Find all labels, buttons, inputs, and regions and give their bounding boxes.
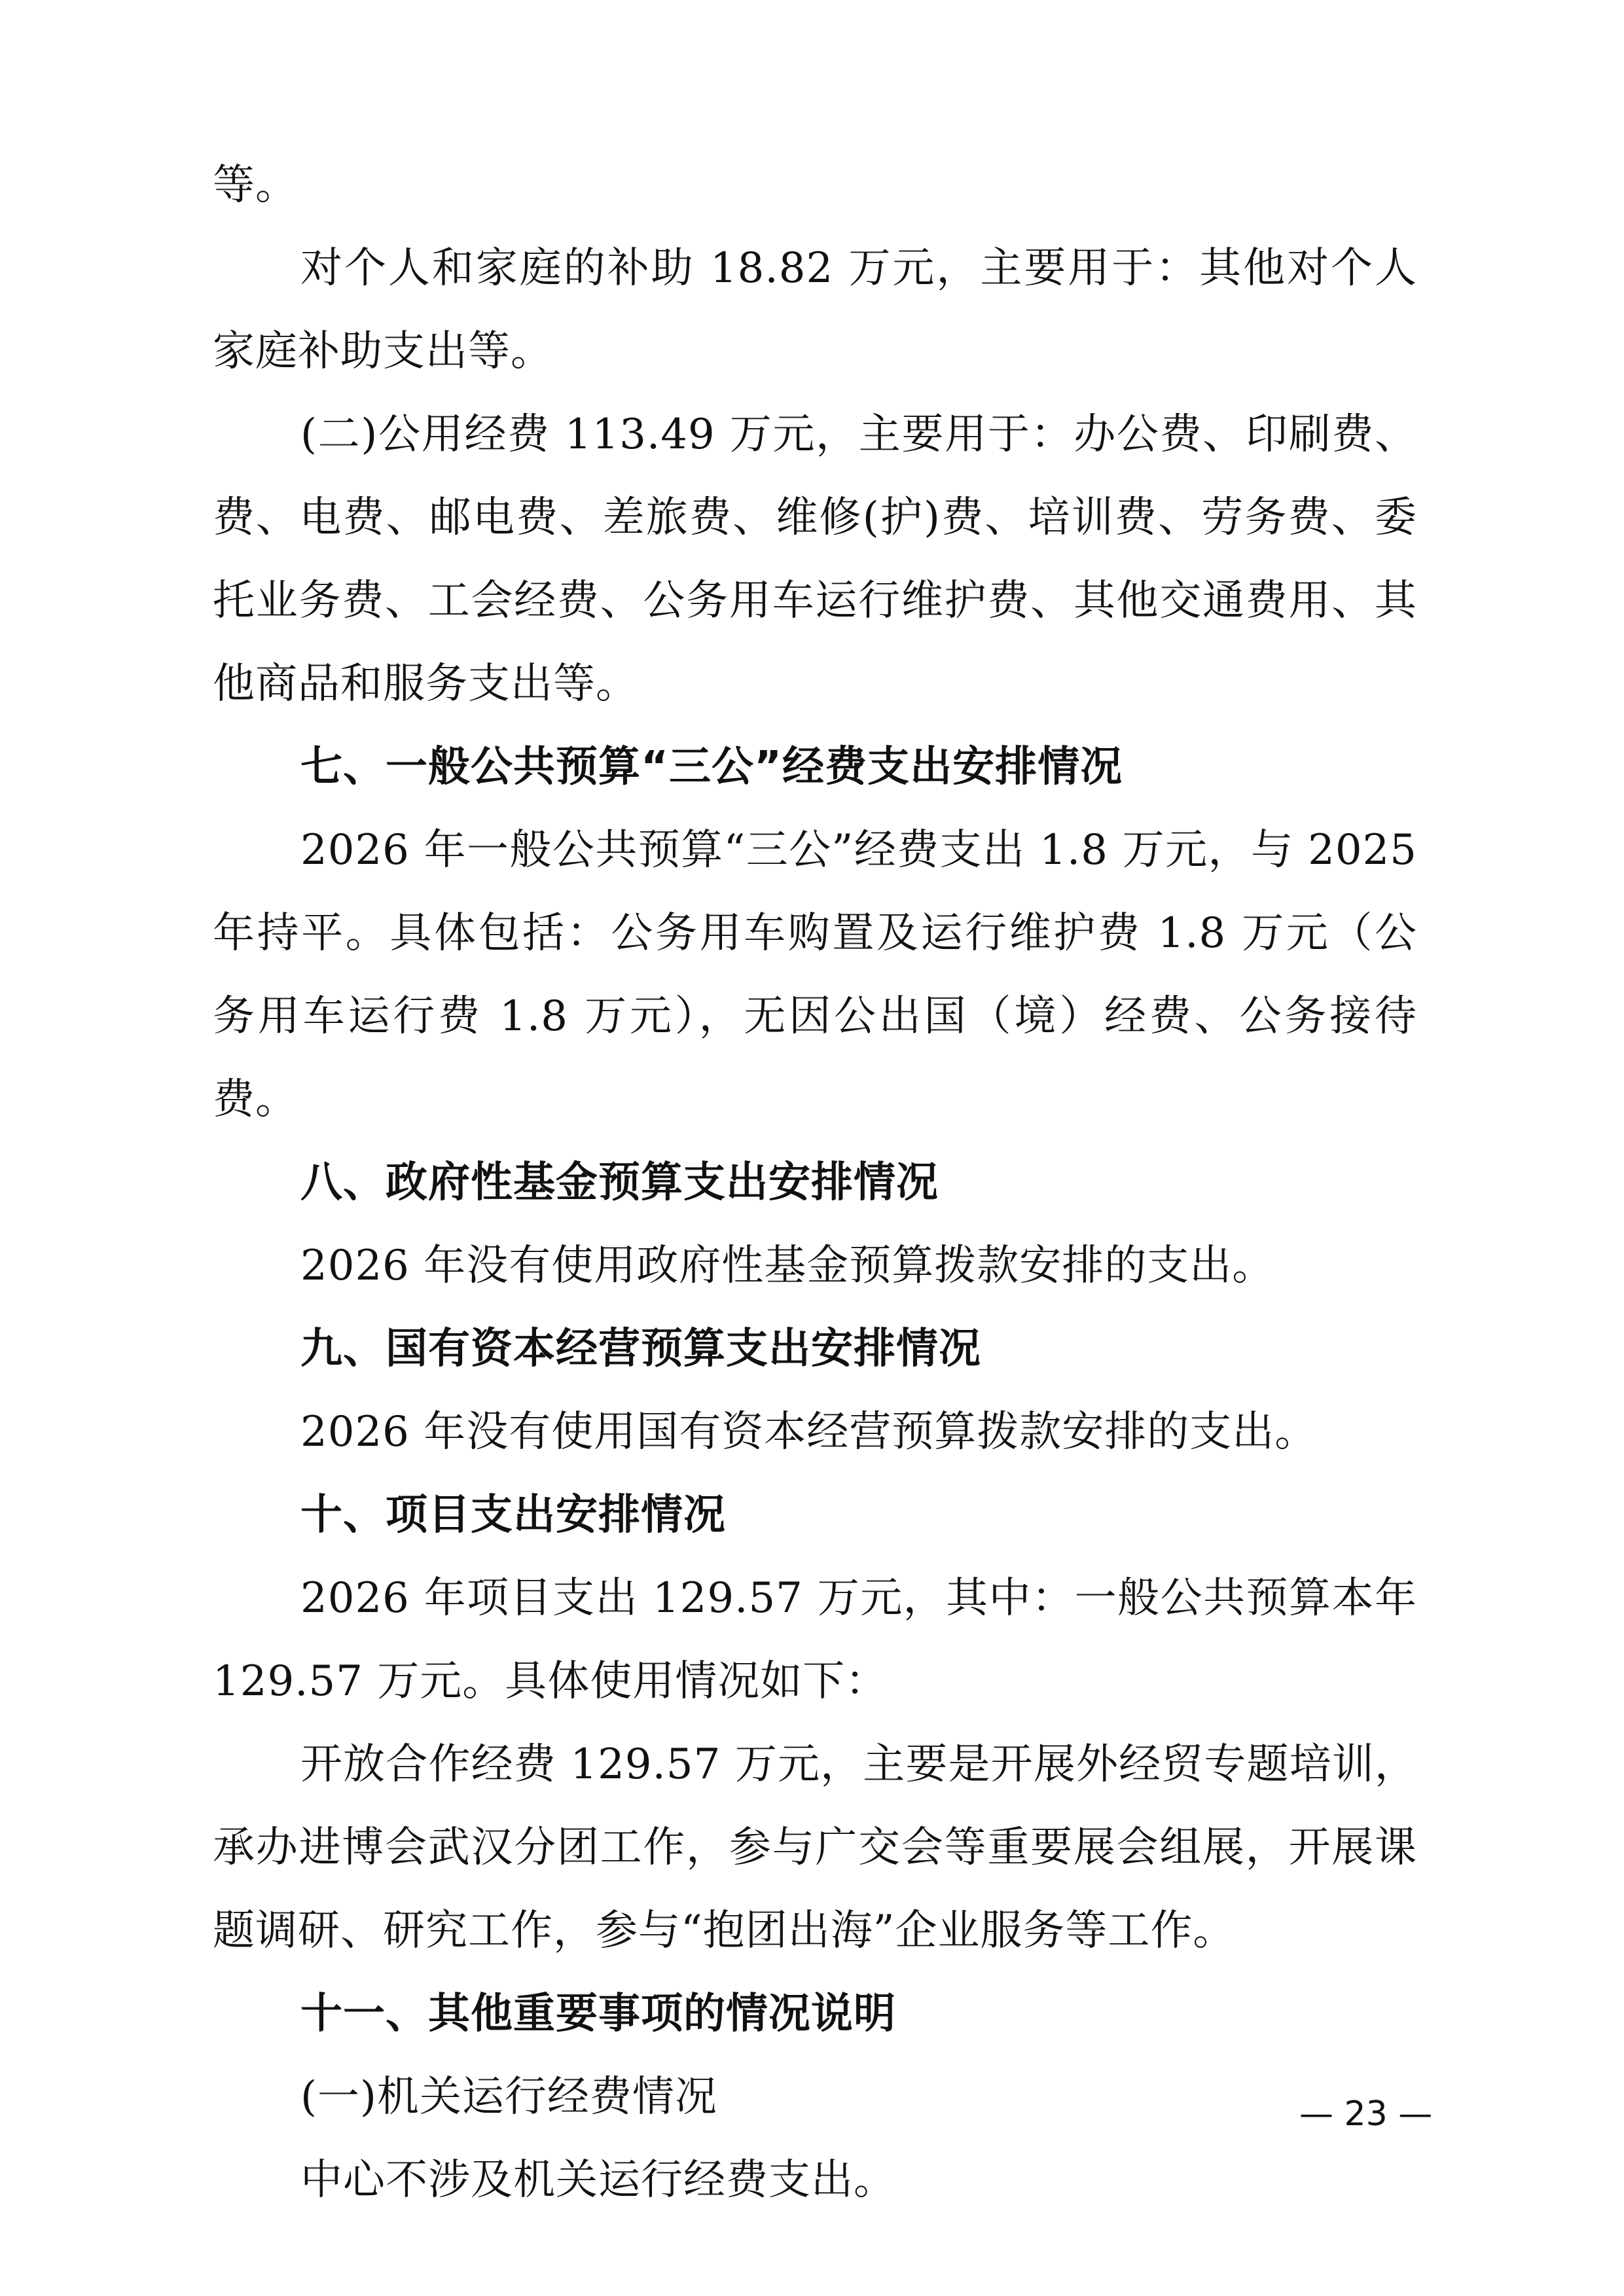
section-heading: 九、国有资本经营预算支出安排情况 xyxy=(300,1325,981,1373)
body-text-line: 家庭补助支出等。 xyxy=(213,327,553,376)
body-text-line: 务用车运行费 1.8 万元），无因公出国（境）经费、公务接待 xyxy=(213,992,1417,1041)
section-heading: 十、项目支出安排情况 xyxy=(300,1491,726,1539)
body-text-line: 2026 年项目支出 129.57 万元，其中：一般公共预算本年 xyxy=(300,1574,1417,1623)
body-text-line: 2026 年一般公共预算“三公”经费支出 1.8 万元，与 2025 xyxy=(300,826,1417,874)
body-text-line: (二)公用经费 113.49 万元，主要用于：办公费、印刷费、 xyxy=(300,410,1417,459)
body-text-line: 开放合作经费 129.57 万元，主要是开展外经贸专题培训， xyxy=(300,1740,1417,1789)
body-text-line: 费、电费、邮电费、差旅费、维修(护)费、培训费、劳务费、委 xyxy=(213,493,1417,542)
body-text-line: 129.57 万元。具体使用情况如下： xyxy=(213,1657,888,1706)
body-text-line: 托业务费、工会经费、公务用车运行维护费、其他交通费用、其 xyxy=(213,577,1417,625)
body-text-line: 对个人和家庭的补助 18.82 万元，主要用于：其他对个人 xyxy=(300,244,1417,293)
section-heading: 八、政府性基金预算支出安排情况 xyxy=(300,1158,939,1207)
body-text-line: 题调研、研究工作，参与“抱团出海”企业服务等工作。 xyxy=(213,1907,1236,1955)
body-text-line: 中心不涉及机关运行经费支出。 xyxy=(300,2156,896,2204)
body-text-line: 他商品和服务支出等。 xyxy=(213,660,638,708)
body-text-line: 年持平。具体包括：公务用车购置及运行维护费 1.8 万元（公 xyxy=(213,909,1417,958)
page-number: — 23 — xyxy=(1299,2094,1433,2134)
body-text-line: 2026 年没有使用国有资本经营预算拨款安排的支出。 xyxy=(300,1408,1318,1456)
document-body xyxy=(213,144,1417,2222)
subsection-heading: (一)机关运行经费情况 xyxy=(300,2073,717,2121)
body-text-line: 费。 xyxy=(213,1075,298,1124)
section-heading: 七、一般公共预算“三公”经费支出安排情况 xyxy=(300,743,1123,791)
body-text-line: 承办进博会武汉分团工作，参与广交会等重要展会组展，开展课 xyxy=(213,1823,1417,1872)
section-heading: 十一、其他重要事项的情况说明 xyxy=(300,1990,896,2038)
body-text-line: 2026 年没有使用政府性基金预算拨款安排的支出。 xyxy=(300,1242,1275,1290)
body-text-line: 等。 xyxy=(213,161,298,209)
